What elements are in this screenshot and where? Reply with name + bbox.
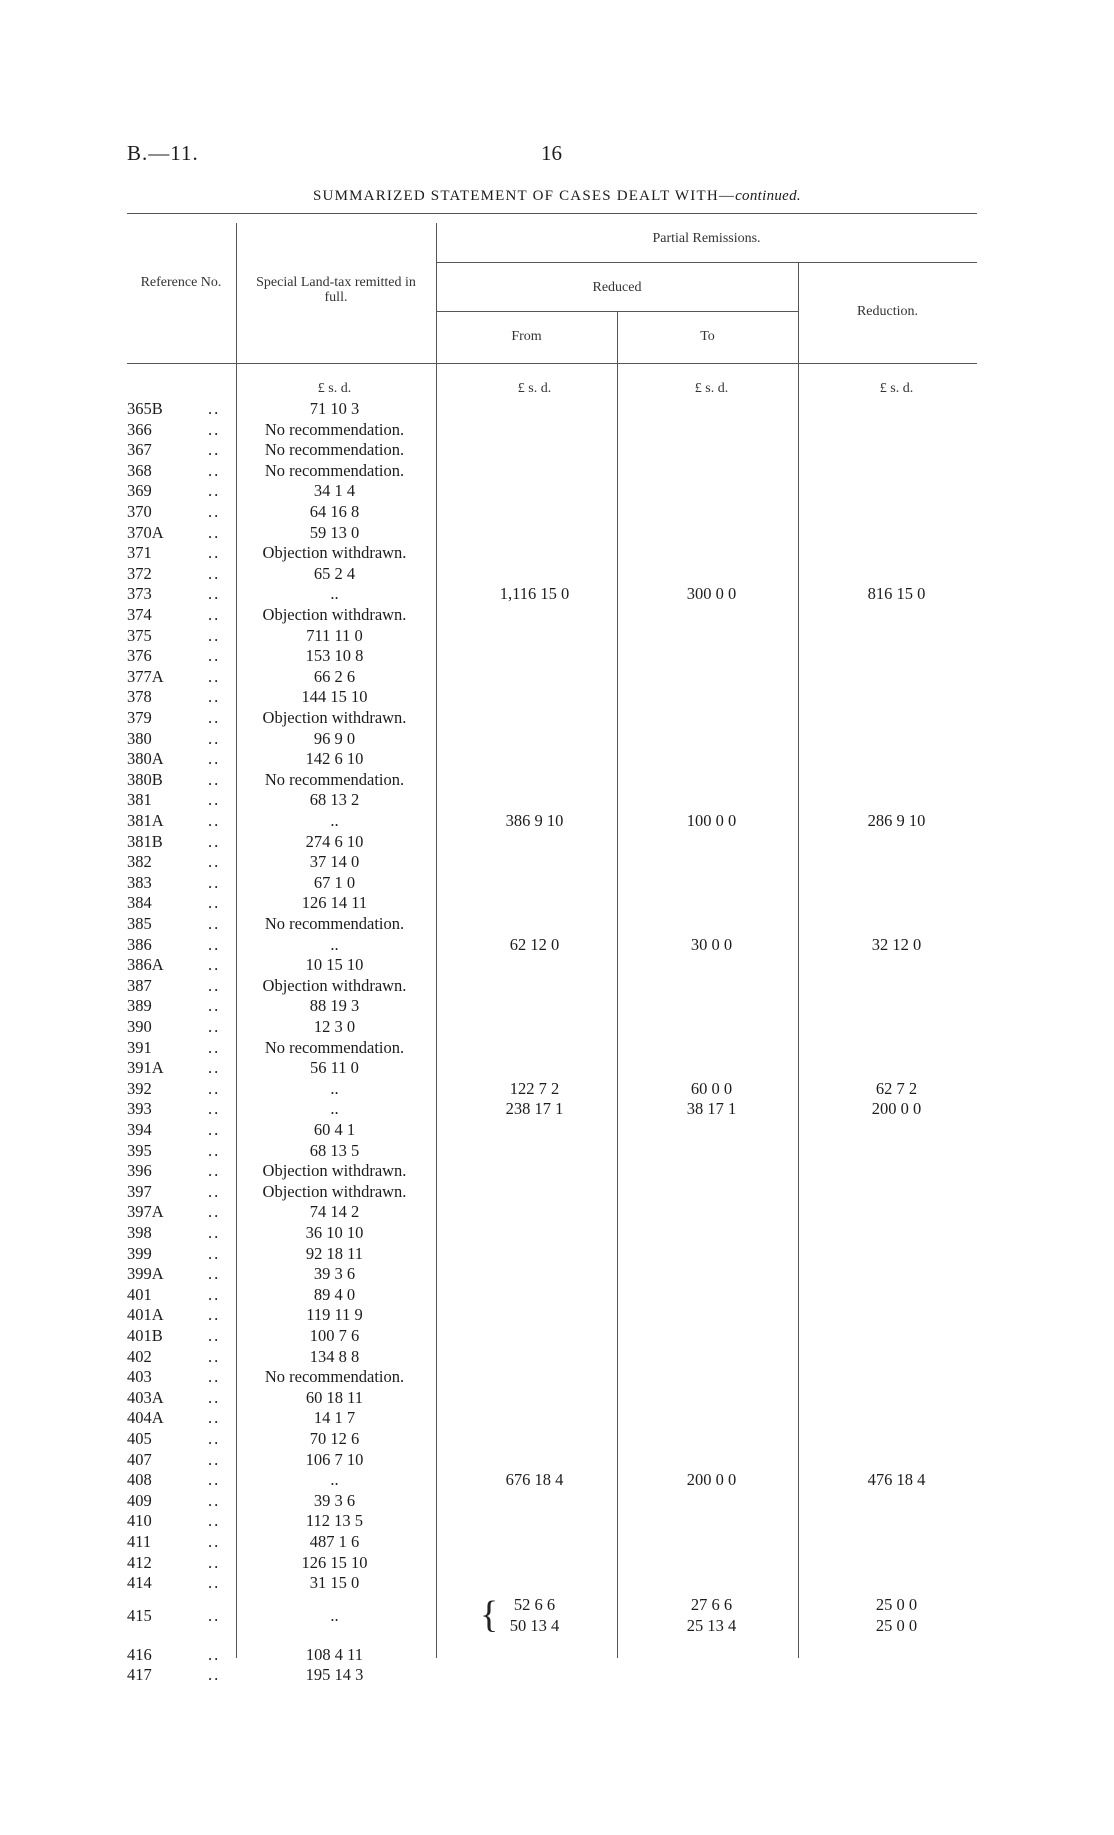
cell-reference: 371 (127, 543, 152, 562)
cell-reference: 384 (127, 893, 152, 912)
cell-special-remitted: Objection withdrawn. (262, 976, 407, 995)
leader-dots: .. (208, 1305, 221, 1324)
cell-reference: 372 (127, 564, 152, 583)
table-row (0, 1182, 1114, 1202)
cell-from: 386 9 10 (505, 811, 564, 830)
leader-dots: .. (208, 646, 221, 665)
cell-special-remitted: 12 3 0 (313, 1017, 356, 1036)
cell-reference: 373 (127, 584, 152, 603)
cell-reference: 403A (127, 1388, 164, 1407)
leader-dots: .. (208, 543, 221, 562)
table-row (0, 564, 1114, 584)
cell-special-remitted: 144 15 10 (301, 687, 368, 706)
leader-dots: .. (208, 811, 221, 830)
cell-reference: 392 (127, 1079, 152, 1098)
leader-dots: .. (208, 770, 221, 789)
cell-special-remitted: 487 1 6 (309, 1532, 360, 1551)
table-row (0, 502, 1114, 522)
cell-reference: 403 (127, 1367, 152, 1386)
table-row (0, 481, 1114, 501)
cell-reference: 401A (127, 1305, 164, 1324)
cell-reference: 395 (127, 1141, 152, 1160)
cell-reference: 414 (127, 1573, 152, 1592)
cell-from: 1,116 15 0 (499, 584, 570, 603)
document-reference: B.—11. (127, 141, 199, 165)
table-row (0, 1244, 1114, 1264)
cell-reference: 366 (127, 420, 152, 439)
cell-special-remitted: .. (330, 1606, 339, 1625)
table-row (0, 1202, 1114, 1222)
page-number: 16 (541, 141, 562, 165)
cell-special-remitted: 10 15 10 (305, 955, 364, 974)
cell-reference: 389 (127, 996, 152, 1015)
cell-reference: 411 (127, 1532, 152, 1551)
cell-to: 100 0 0 (686, 811, 737, 830)
cell-special-remitted: 68 13 5 (309, 1141, 360, 1160)
cell-reference: 415 (127, 1606, 152, 1625)
cell-reference: 369 (127, 481, 152, 500)
leader-dots: .. (208, 1120, 221, 1139)
cell-special-remitted: .. (330, 1099, 339, 1118)
leader-dots: .. (208, 1470, 221, 1489)
header-special-remitted: Special Land-tax remitted in full. (256, 275, 416, 305)
cell-special-remitted: 60 4 1 (313, 1120, 356, 1139)
table-row (0, 1058, 1114, 1078)
cell-special-remitted: 74 14 2 (309, 1202, 360, 1221)
cell-reference: 381B (127, 832, 163, 851)
table-row (0, 996, 1114, 1016)
table-row (0, 605, 1114, 625)
cell-reference: 375 (127, 626, 152, 645)
cell-reference: 412 (127, 1553, 152, 1572)
cell-from: 238 17 1 (505, 1099, 564, 1118)
table-row (0, 1099, 1114, 1119)
table-row (0, 729, 1114, 749)
leader-dots: .. (208, 729, 221, 748)
cell-special-remitted: 126 15 10 (301, 1553, 368, 1572)
cell-reference: 398 (127, 1223, 152, 1242)
units-to: £ s. d. (694, 381, 729, 396)
leader-dots: .. (208, 461, 221, 480)
cell-special-remitted: 67 1 0 (313, 873, 356, 892)
leader-dots: .. (208, 1408, 221, 1427)
units-from: £ s. d. (517, 381, 552, 396)
cell-reference: 365B (127, 399, 163, 418)
curly-brace-icon: { (480, 1594, 499, 1636)
table-row (0, 1223, 1114, 1243)
cell-reference: 408 (127, 1470, 152, 1489)
leader-dots: .. (208, 1347, 221, 1366)
leader-dots: .. (208, 1017, 221, 1036)
leader-dots: .. (208, 914, 221, 933)
cell-reference: 399A (127, 1264, 164, 1283)
cell-special-remitted: 14 1 7 (313, 1408, 356, 1427)
cell-to: 60 0 0 (690, 1079, 733, 1098)
cell-reduction: 62 7 2 (875, 1079, 918, 1098)
cell-reference: 376 (127, 646, 152, 665)
cell-reduction: 816 15 0 (867, 584, 926, 603)
cell-reference: 377A (127, 667, 164, 686)
cell-reference: 410 (127, 1511, 152, 1530)
table-row (0, 687, 1114, 707)
table-row (0, 1305, 1114, 1325)
cell-special-remitted: 39 3 6 (313, 1264, 356, 1283)
leader-dots: .. (208, 708, 221, 727)
cell-reference: 417 (127, 1665, 152, 1684)
leader-dots: .. (208, 1285, 221, 1304)
cell-special-remitted: No recommendation. (264, 770, 405, 789)
cell-special-remitted: .. (330, 811, 339, 830)
table-row (0, 420, 1114, 440)
table-row (0, 1491, 1114, 1511)
leader-dots: .. (208, 852, 221, 871)
cell-special-remitted: No recommendation. (264, 1367, 405, 1386)
table-row (0, 626, 1114, 646)
table-row (0, 832, 1114, 852)
cell-special-remitted: No recommendation. (264, 461, 405, 480)
cell-from: 52 6 6 (513, 1595, 556, 1614)
cell-special-remitted: 64 16 8 (309, 502, 360, 521)
cell-reference: 368 (127, 461, 152, 480)
cell-to: 30 0 0 (690, 935, 733, 954)
table-row (0, 667, 1114, 687)
table-row (0, 1450, 1114, 1470)
header-partial-remissions: Partial Remissions. (652, 231, 761, 246)
header-reduced: Reduced (592, 280, 642, 295)
leader-dots: .. (208, 976, 221, 995)
cell-reduction: 476 18 4 (867, 1470, 926, 1489)
cell-reference: 374 (127, 605, 152, 624)
leader-dots: .. (208, 790, 221, 809)
cell-special-remitted: 100 7 6 (309, 1326, 360, 1345)
table-row (0, 1388, 1114, 1408)
leader-dots: .. (208, 1511, 221, 1530)
cell-special-remitted: Objection withdrawn. (262, 1182, 407, 1201)
cell-special-remitted: 36 10 10 (305, 1223, 364, 1242)
cell-special-remitted: 112 13 5 (305, 1511, 364, 1530)
cell-special-remitted: .. (330, 1470, 339, 1489)
table-row (0, 914, 1114, 934)
cell-special-remitted: 65 2 4 (313, 564, 356, 583)
cell-reduction: 200 0 0 (871, 1099, 922, 1118)
leader-dots: .. (208, 1573, 221, 1592)
table-row (0, 790, 1114, 810)
cell-from: 50 13 4 (509, 1616, 560, 1635)
table-row (0, 976, 1114, 996)
leader-dots: .. (208, 955, 221, 974)
table-row (0, 1120, 1114, 1140)
leader-dots: .. (208, 1532, 221, 1551)
cell-special-remitted: 106 7 10 (305, 1450, 364, 1469)
leader-dots: .. (208, 1326, 221, 1345)
table-row (0, 1665, 1114, 1685)
cell-reference: 407 (127, 1450, 152, 1469)
cell-reference: 367 (127, 440, 152, 459)
cell-reference: 380 (127, 729, 152, 748)
cell-special-remitted: 88 19 3 (309, 996, 360, 1015)
table-row (0, 1645, 1114, 1665)
leader-dots: .. (208, 873, 221, 892)
cell-reference: 391 (127, 1038, 152, 1057)
table-row (0, 399, 1114, 419)
units-reduction: £ s. d. (879, 381, 914, 396)
cell-special-remitted: 134 8 8 (309, 1347, 360, 1366)
leader-dots: .. (208, 605, 221, 624)
table-row (0, 1470, 1114, 1490)
cell-reference: 416 (127, 1645, 152, 1664)
table-row (0, 543, 1114, 563)
table-row (0, 1616, 1114, 1636)
cell-reference: 383 (127, 873, 152, 892)
leader-dots: .. (208, 667, 221, 686)
leader-dots: .. (208, 687, 221, 706)
leader-dots: .. (208, 1491, 221, 1510)
cell-special-remitted: 37 14 0 (309, 852, 360, 871)
cell-reference: 390 (127, 1017, 152, 1036)
table-row (0, 852, 1114, 872)
cell-reduction: 32 12 0 (871, 935, 922, 954)
cell-reference: 370 (127, 502, 152, 521)
cell-to: 25 13 4 (686, 1616, 737, 1635)
cell-from: 62 12 0 (509, 935, 560, 954)
cell-special-remitted: 711 11 0 (306, 626, 363, 645)
cell-reference: 379 (127, 708, 152, 727)
cell-reference: 386 (127, 935, 152, 954)
cell-special-remitted: 60 18 11 (305, 1388, 364, 1407)
cell-reference: 380B (127, 770, 163, 789)
table-row (0, 1264, 1114, 1284)
leader-dots: .. (208, 1244, 221, 1263)
cell-from: 676 18 4 (505, 1470, 564, 1489)
leader-dots: .. (208, 1141, 221, 1160)
cell-reference: 393 (127, 1099, 152, 1118)
leader-dots: .. (208, 1665, 221, 1684)
header-reduction: Reduction. (856, 304, 919, 319)
table-top-rule (127, 213, 977, 214)
table-row (0, 523, 1114, 543)
header-from: From (511, 329, 542, 344)
table-row (0, 893, 1114, 913)
title-main: SUMMARIZED STATEMENT OF CASES DEALT WITH— (313, 188, 736, 204)
cell-reference: 399 (127, 1244, 152, 1263)
leader-dots: .. (208, 1038, 221, 1057)
table-row (0, 1429, 1114, 1449)
cell-special-remitted: 274 6 10 (305, 832, 364, 851)
cell-from: 122 7 2 (509, 1079, 560, 1098)
units-special: £ s. d. (317, 381, 352, 396)
table-row (0, 440, 1114, 460)
leader-dots: .. (208, 420, 221, 439)
cell-special-remitted: 34 1 4 (313, 481, 356, 500)
cell-special-remitted: 71 10 3 (309, 399, 360, 418)
leader-dots: .. (208, 1388, 221, 1407)
cell-special-remitted: 153 10 8 (305, 646, 364, 665)
cell-reference: 380A (127, 749, 164, 768)
header-reference: Reference No. (140, 275, 222, 290)
cell-reduction: 25 0 0 (875, 1616, 918, 1635)
cell-reference: 404A (127, 1408, 164, 1427)
leader-dots: .. (208, 1202, 221, 1221)
table-row (0, 1532, 1114, 1552)
leader-dots: .. (208, 749, 221, 768)
cell-to: 200 0 0 (686, 1470, 737, 1489)
page-title (0, 188, 1114, 205)
cell-special-remitted: Objection withdrawn. (262, 605, 407, 624)
cell-special-remitted: 89 4 0 (313, 1285, 356, 1304)
leader-dots: .. (208, 481, 221, 500)
cell-special-remitted: .. (330, 584, 339, 603)
cell-special-remitted: 66 2 6 (313, 667, 356, 686)
cell-special-remitted: 31 15 0 (309, 1573, 360, 1592)
cell-reference: 409 (127, 1491, 152, 1510)
cell-reference: 397 (127, 1182, 152, 1201)
leader-dots: .. (208, 1606, 221, 1625)
leader-dots: .. (208, 1079, 221, 1098)
table-row (0, 770, 1114, 790)
leader-dots: .. (208, 584, 221, 603)
cell-reference: 385 (127, 914, 152, 933)
leader-dots: .. (208, 564, 221, 583)
table-row (0, 873, 1114, 893)
cell-reference: 405 (127, 1429, 152, 1448)
cell-to: 300 0 0 (686, 584, 737, 603)
leader-dots: .. (208, 399, 221, 418)
cell-special-remitted: 126 14 11 (301, 893, 368, 912)
table-row (0, 1038, 1114, 1058)
table-row (0, 749, 1114, 769)
leader-dots: .. (208, 893, 221, 912)
table-row (0, 1161, 1114, 1181)
cell-special-remitted: 59 13 0 (309, 523, 360, 542)
cell-reference: 401 (127, 1285, 152, 1304)
cell-special-remitted: 70 12 6 (309, 1429, 360, 1448)
cell-to: 38 17 1 (686, 1099, 737, 1118)
leader-dots: .. (208, 1182, 221, 1201)
cell-special-remitted: Objection withdrawn. (262, 708, 407, 727)
cell-special-remitted: No recommendation. (264, 440, 405, 459)
leader-dots: .. (208, 1450, 221, 1469)
leader-dots: .. (208, 626, 221, 645)
table-row (0, 1408, 1114, 1428)
table-row (0, 708, 1114, 728)
cell-reference: 381A (127, 811, 164, 830)
leader-dots: .. (208, 832, 221, 851)
table-row (0, 955, 1114, 975)
cell-special-remitted: 96 9 0 (313, 729, 356, 748)
cell-special-remitted: No recommendation. (264, 420, 405, 439)
leader-dots: .. (208, 1367, 221, 1386)
cell-reference: 370A (127, 523, 164, 542)
table-row (0, 1285, 1114, 1305)
table-row (0, 1017, 1114, 1037)
cell-reference: 394 (127, 1120, 152, 1139)
cell-special-remitted: 39 3 6 (313, 1491, 356, 1510)
cell-special-remitted: .. (330, 1079, 339, 1098)
cell-reference: 396 (127, 1161, 152, 1180)
cell-reference: 386A (127, 955, 164, 974)
table-row (0, 646, 1114, 666)
cell-special-remitted: 56 11 0 (310, 1058, 359, 1077)
table-row (0, 1573, 1114, 1593)
cell-special-remitted: No recommendation. (264, 1038, 405, 1057)
table-row (0, 1553, 1114, 1573)
table-row (0, 461, 1114, 481)
table-row (0, 1079, 1114, 1099)
table-row (0, 1367, 1114, 1387)
leader-dots: .. (208, 1264, 221, 1283)
leader-dots: .. (208, 523, 221, 542)
cell-reference: 397A (127, 1202, 164, 1221)
cell-special-remitted: Objection withdrawn. (262, 543, 407, 562)
table-row (0, 1326, 1114, 1346)
cell-special-remitted: 92 18 11 (305, 1244, 364, 1263)
cell-reference: 378 (127, 687, 152, 706)
cell-reference: 381 (127, 790, 152, 809)
cell-reference: 402 (127, 1347, 152, 1366)
leader-dots: .. (208, 1099, 221, 1118)
cell-special-remitted: 142 6 10 (305, 749, 364, 768)
table-row (0, 1141, 1114, 1161)
leader-dots: .. (208, 440, 221, 459)
cell-special-remitted: 108 4 11 (305, 1645, 364, 1664)
cell-reference: 391A (127, 1058, 164, 1077)
cell-special-remitted: 68 13 2 (309, 790, 360, 809)
leader-dots: .. (208, 935, 221, 954)
leader-dots: .. (208, 1553, 221, 1572)
header-to: To (700, 329, 715, 344)
cell-reference: 401B (127, 1326, 163, 1345)
cell-special-remitted: 119 11 9 (306, 1305, 363, 1324)
cell-reference: 387 (127, 976, 152, 995)
cell-reduction: 286 9 10 (867, 811, 926, 830)
leader-dots: .. (208, 1429, 221, 1448)
cell-reference: 382 (127, 852, 152, 871)
table-row (0, 811, 1114, 831)
header-bottom-rule (127, 363, 977, 364)
leader-dots: .. (208, 1058, 221, 1077)
leader-dots: .. (208, 1161, 221, 1180)
cell-reduction: 25 0 0 (875, 1595, 918, 1614)
title-continued: continued. (735, 188, 801, 204)
table-row (0, 935, 1114, 955)
leader-dots: .. (208, 996, 221, 1015)
leader-dots: .. (208, 1223, 221, 1242)
table-row (0, 1347, 1114, 1367)
table-row (0, 584, 1114, 604)
cell-special-remitted: No recommendation. (264, 914, 405, 933)
cell-special-remitted: Objection withdrawn. (262, 1161, 407, 1180)
cell-to: 27 6 6 (690, 1595, 733, 1614)
cell-special-remitted: .. (330, 935, 339, 954)
partial-header-rule (436, 262, 977, 263)
leader-dots: .. (208, 502, 221, 521)
table-row (0, 1511, 1114, 1531)
cell-special-remitted: 195 14 3 (305, 1665, 364, 1684)
leader-dots: .. (208, 1645, 221, 1664)
